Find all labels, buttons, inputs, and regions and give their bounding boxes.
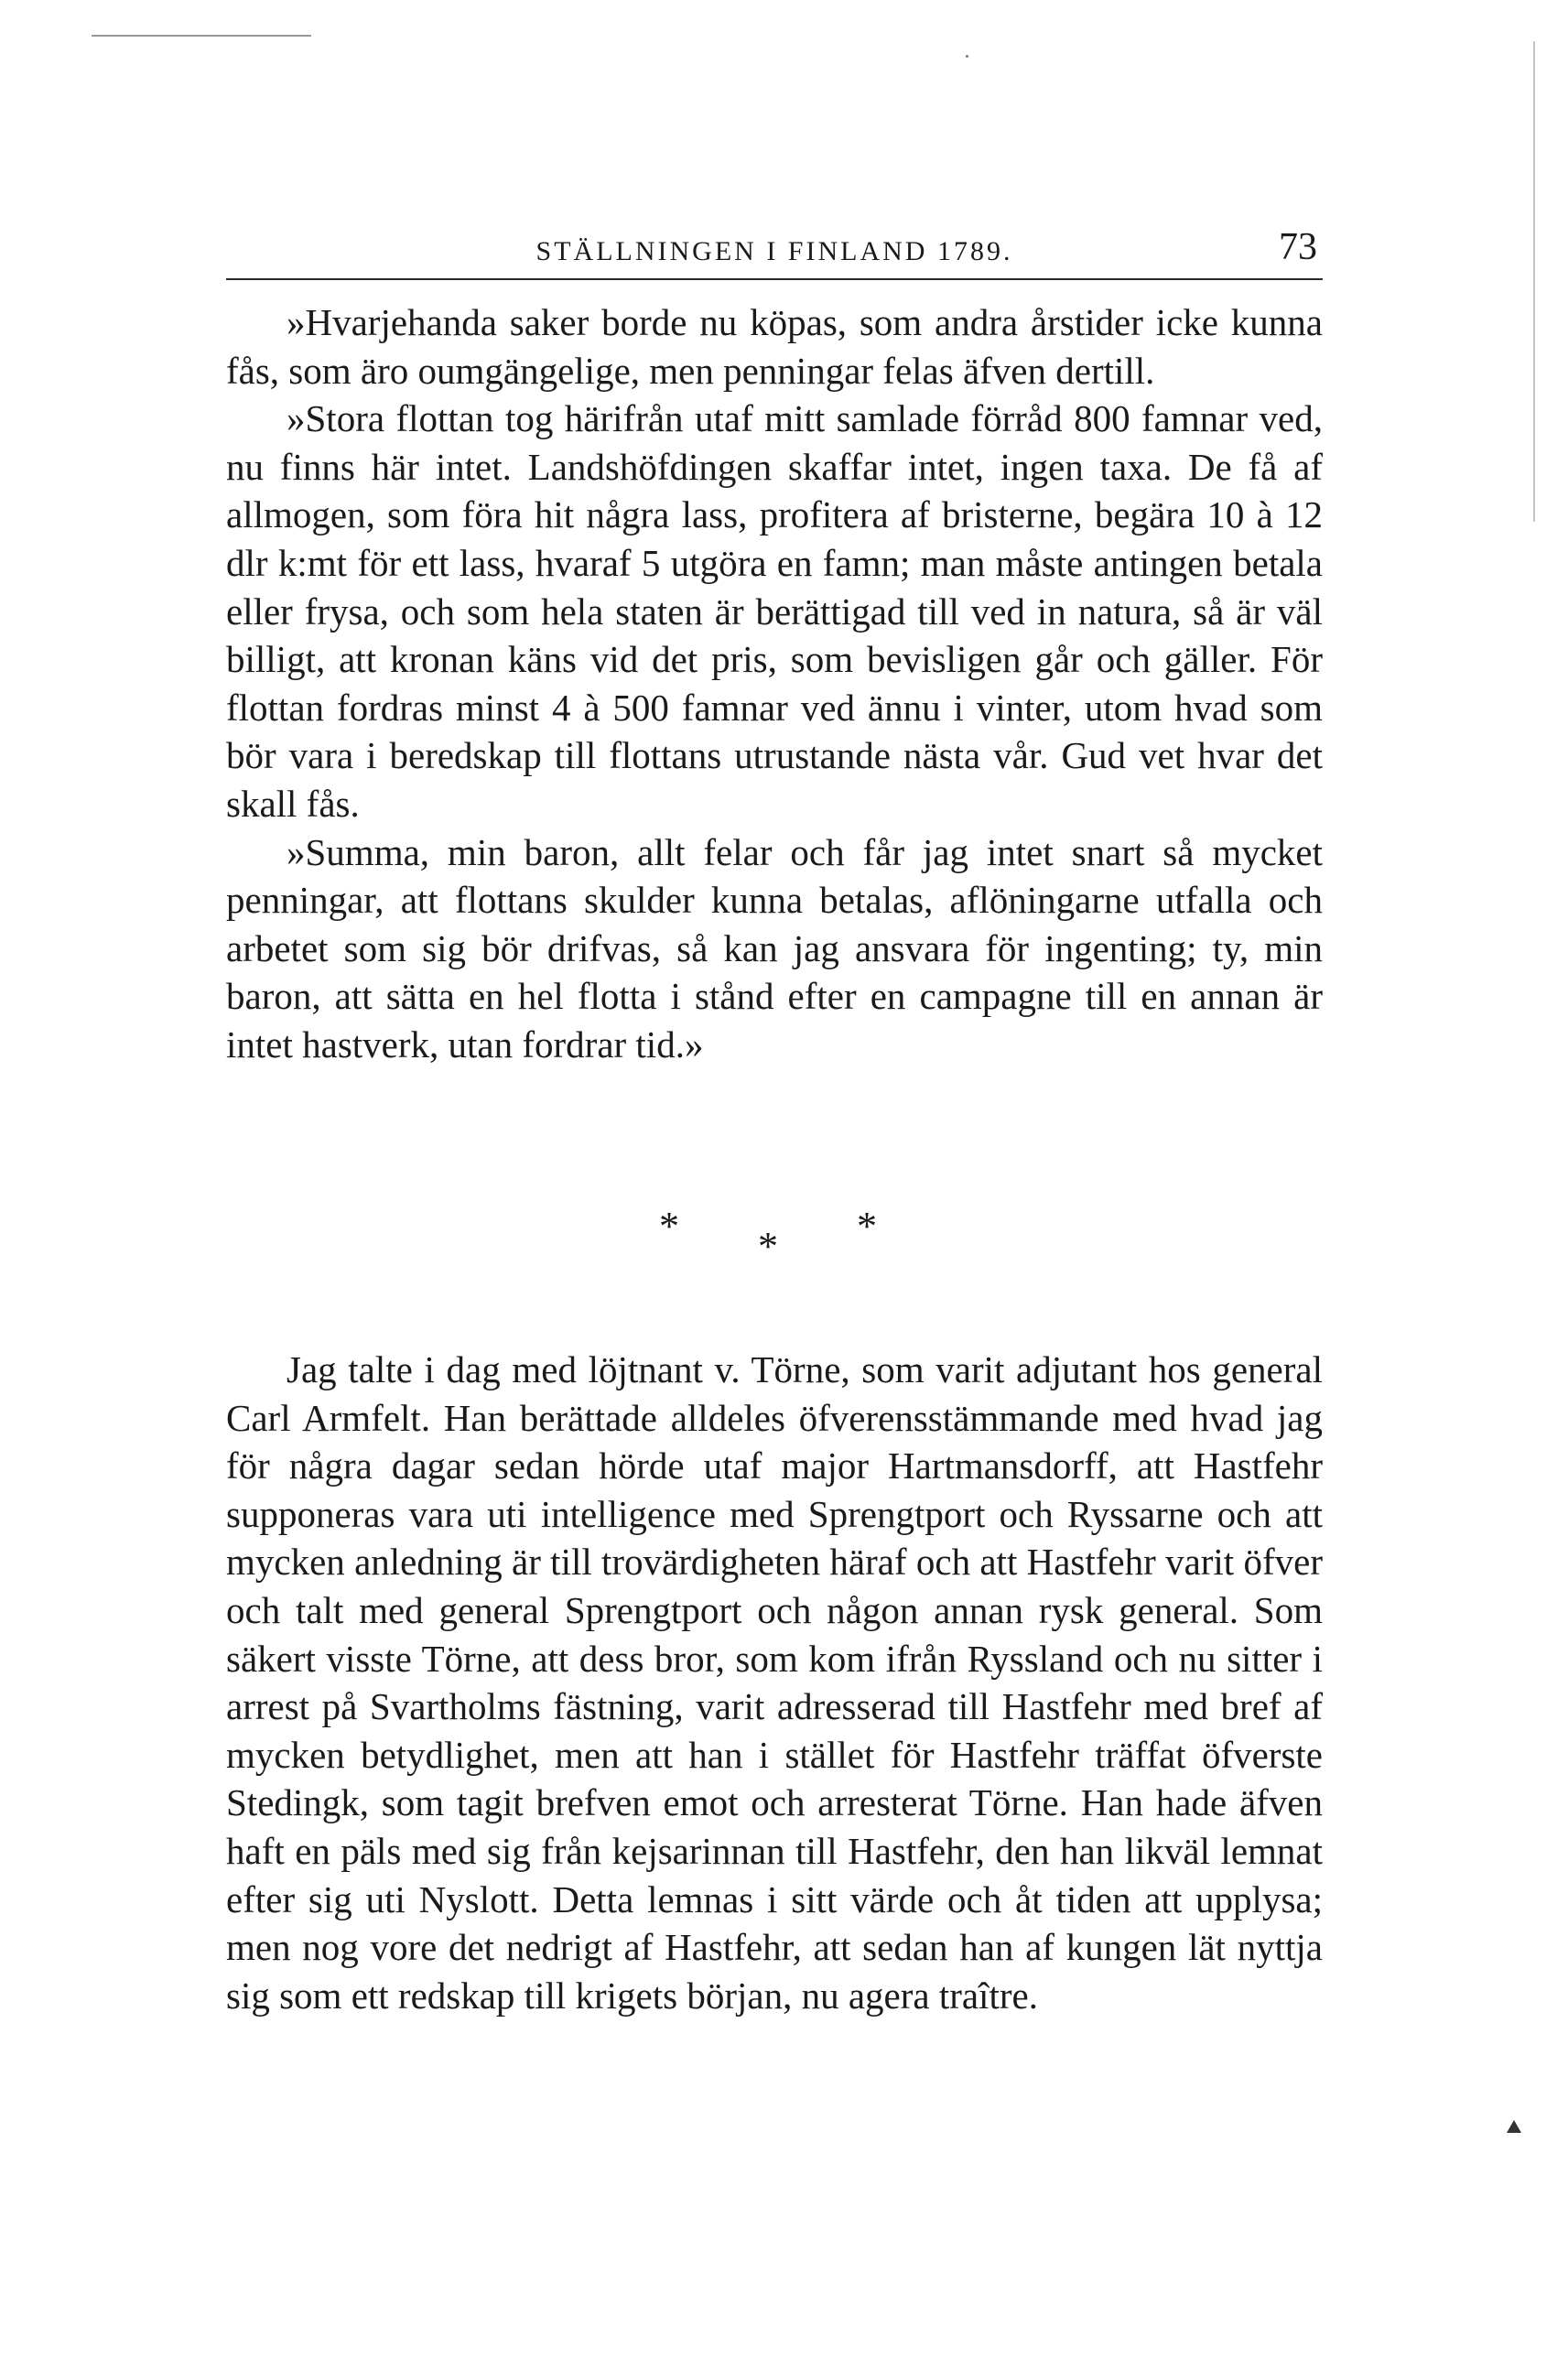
paragraph: Jag talte i dag med löjtnant v. Törne, som varit adjutant hos general Carl Armfelt. Han berättade alldeles öfverensstämmande med hvad jag för några dagar sedan hörde utaf major Hartmansdorff, att Hastfehr supponeras vara uti intelligence med Sprengtport och Ryssarne och att mycken anledning är till trovärdigheten häraf och att Hastfehr varit öfver och talt med general Sprengtport och någon annan rysk general. Som säkert visste Törne, att dess bror, som kom ifrån Ryssland och nu sitter i arrest på Svartholms fästning, varit adresserad till Hastfehr med bref af mycken betydlighet, men att han i stället för Hastfehr träffat öfverste Stedingk, som tagit brefven emot och arresterat Törne. Han hade äfven haft en päls med sig från kejsarinnan till Hastfehr, den han likväl lemnat efter sig uti Nyslott. Detta lemnas i sitt värde och åt tiden att upplysa; men nog vore det nedrigt af Hastfehr, att sedan han af kungen lät nyttja sig som ett redskap till krigets början, nu agera traître. [226, 1348, 1323, 2017]
page-header [226, 216, 1323, 280]
paragraph: »Hvarjehanda saker borde nu köpas, som andra årstider icke kunna fås, som äro oumgängelige, men penningar felas äfven dertill. [226, 301, 1323, 392]
separator-asterisk: * [758, 1224, 778, 1269]
section-separator [659, 1206, 897, 1280]
separator-asterisk: * [857, 1204, 877, 1249]
scan-top-rule [92, 35, 311, 37]
paragraph: »Summa, min baron, allt felar och får jag intet snart så mycket penningar, att flottans skulder kunna betalas, aflöningarne utfalla och arbetet som sig bör drifvas, så kan jag ansvara för ingenting; ty, min baron, att sätta en hel flotta i stånd efter en campagne till en annan är intet hastverk, utan fordrar tid.» [226, 830, 1323, 1066]
scan-speck [966, 55, 968, 58]
running-title: STÄLLNINGEN I FINLAND 1789. [535, 236, 1013, 266]
diary-entry [226, 1346, 1323, 2019]
margin-mark-icon [1507, 2120, 1521, 2133]
paragraph: »Stora flottan tog härifrån utaf mitt samlade förråd 800 famnar ved, nu finns här intet. Landshöfdingen skaffar intet, ingen taxa. De få af allmogen, som föra hit några lass, profitera af bristerne, begära 10 à 12 dlr k:mt för ett lass, hvaraf 5 utgöra en famn; man måste antingen betala eller frysa, och som hela staten är berättigad till ved in natura, så är väl billigt, att kronan käns vid det pris, som bevisligen går och gäller. För flottan fordras minst 4 à 500 famnar ved ännu i vinter, utom hvad som bör vara i beredskap till flottans utrustande nästa vår. Gud vet hvar det skall fås. [226, 397, 1323, 825]
separator-asterisk: * [659, 1204, 679, 1249]
letter-excerpt [226, 298, 1323, 1069]
header-rule [226, 278, 1323, 280]
page-number: 73 [1279, 226, 1317, 268]
scan-edge-line [1533, 41, 1535, 522]
